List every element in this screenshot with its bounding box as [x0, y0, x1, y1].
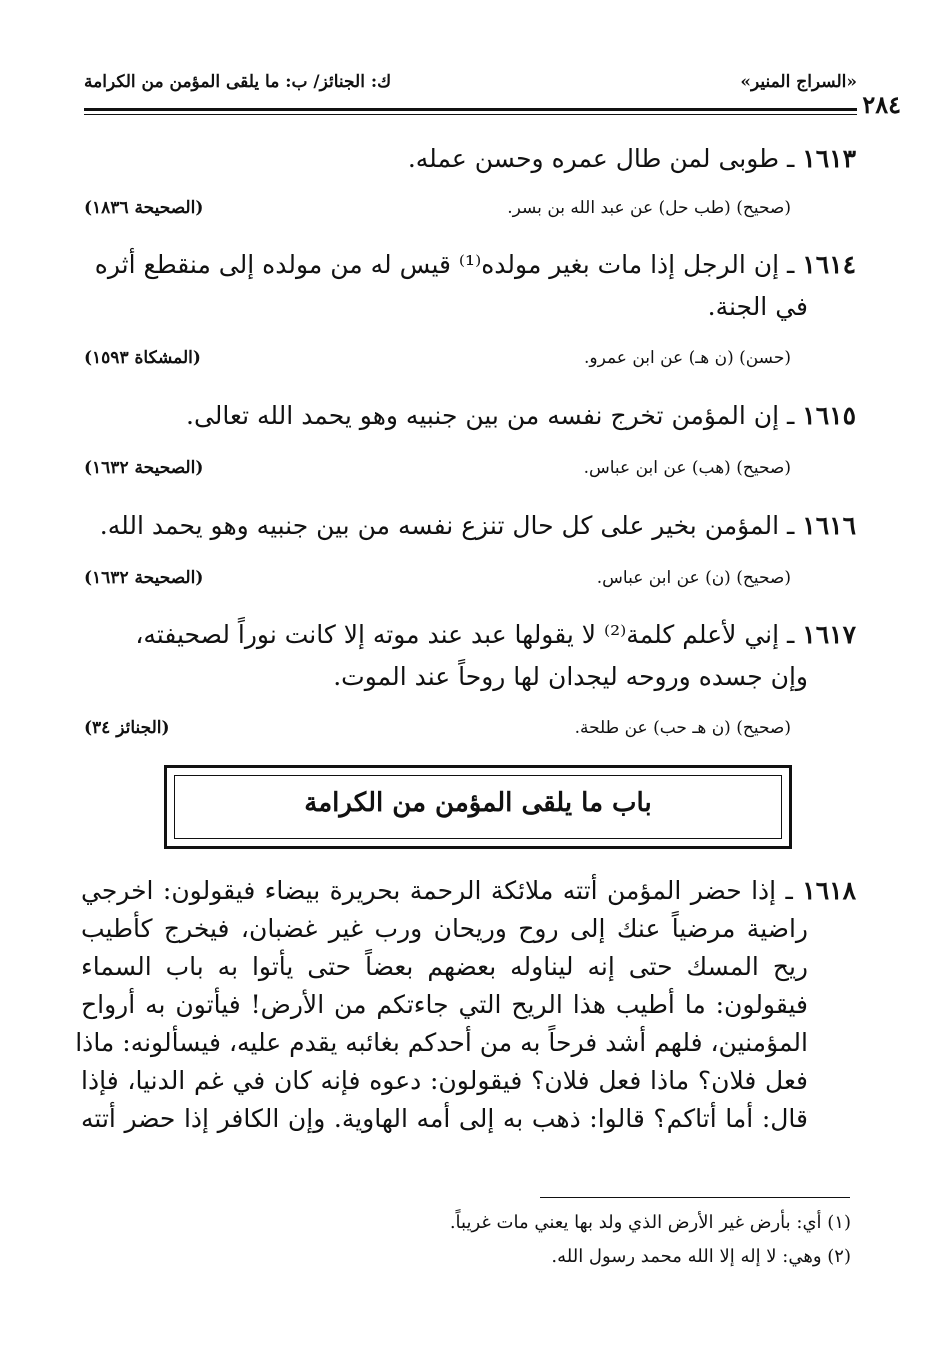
hadith-1618: [75, 872, 856, 1138]
hadith-line: المؤمنين، فلهم أشد فرحاً به من أحدكم بغائبه يقدم عليه، فيسألونه: ماذا: [75, 1028, 808, 1057]
hadith-1613: [81, 138, 856, 180]
hadith-line: فعل فلان؟ ماذا فعل فلان؟ فيقولون: دعوه فإنه كان في غم الدنيا، فإذا: [81, 1066, 808, 1095]
hadith-line: قال: أما أتاكم؟ قالوا: ذهب به إلى أمه الهاوية. وإن الكافر إذا حضر أتته: [81, 1104, 808, 1133]
hadith-reference: (الجنائز ٣٤): [84, 718, 170, 738]
hadith-grade: (حسن) (ن هـ) عن ابن عمرو.: [583, 348, 791, 368]
hadith-1616: [81, 505, 856, 547]
hadith-text: ـ طوبى لمن طال عمره وحسن عمله.: [407, 144, 795, 173]
hadith-line: فيقولون: ما أطيب هذا الريح التي جاءتكم من الأرض! فيأتون به أرواح: [81, 990, 808, 1019]
hadith-1614: [81, 244, 856, 328]
hadith-text: ـ إن الرجل إذا مات بغير مولده⁽¹⁾ قيس له من مولده إلى منقطع أثره: [94, 250, 795, 279]
hadith-reference: (الصحيحة ١٦٣٢): [84, 568, 204, 588]
hadith-line: ريح المسك حتى إنه ليناوله بعضهم بعضاً حتى يأتوا به باب السماء: [81, 952, 808, 981]
hadith-grade: (صحيح) (هب) عن ابن عباس.: [583, 458, 791, 478]
hadith-text: ـ إني لأعلم كلمة⁽²⁾ لا يقولها عبد عند موته إلا كانت نوراً لصحيفته،: [135, 620, 795, 649]
page-number: ٢٨٤: [862, 90, 901, 119]
hadith-text: ـ المؤمن بخير على كل حال تنزع نفسه من بين جنبيه وهو يحمد الله.: [99, 511, 795, 540]
hadith-reference: (المشكاة ١٥٩٣): [84, 348, 201, 368]
hadith-line: [81, 872, 856, 910]
hadith-number: ١٦١٤: [802, 250, 856, 279]
hadith-grade: (صحيح) (طب حل) عن عبد الله بن بسر.: [507, 198, 791, 218]
hadith-number: ١٦١٦: [802, 511, 856, 540]
hadith-text: ـ إذا حضر المؤمن أتته ملائكة الرحمة بحريرة بيضاء فيقولون: اخرجي: [81, 876, 793, 905]
hadith-line: راضية مرضياً عنك إلى روح وريحان ورب غير غضبان، فيخرج كأطيب: [81, 914, 808, 943]
hadith-number: ١٦١٥: [802, 401, 856, 430]
header-rule-thin: [84, 114, 857, 115]
hadith-reference: (الصحيحة ١٦٣٢): [84, 458, 204, 478]
hadith-number: ١٦١٣: [802, 144, 856, 173]
hadith-reference: (الصحيحة ١٨٣٦): [84, 198, 204, 218]
hadith-grade: (صحيح) (ن هـ حب) عن طلحة.: [574, 718, 791, 738]
chapter-heading-box: [164, 765, 792, 849]
book-title: «السراج المنير»: [740, 72, 857, 92]
footnote-1: (١) أي: بأرض غير الأرض الذي ولد بها يعني مات غريباً.: [449, 1212, 851, 1233]
hadith-text-continued: في الجنة.: [707, 292, 808, 321]
running-header: [84, 68, 857, 100]
section-title: ك: الجنائز/ ب: ما يلقى المؤمن من الكرامة: [84, 72, 392, 92]
header-rule-thick: [84, 108, 857, 111]
hadith-grade: (صحيح) (ن) عن ابن عباس.: [596, 568, 791, 588]
hadith-1615: [81, 395, 856, 437]
hadith-1617: [81, 614, 856, 698]
hadith-text-continued: وإن جسده وروحه ليجدان لها روحاً عند الموت.: [333, 662, 808, 691]
hadith-number: ١٦١٨: [802, 876, 856, 905]
footnote-rule: [540, 1197, 850, 1198]
chapter-title: باب ما يلقى المؤمن من الكرامة: [304, 788, 652, 818]
footnote-2: (٢) وهي: لا إله إلا الله محمد رسول الله.: [551, 1246, 851, 1267]
hadith-text: ـ إن المؤمن تخرج نفسه من بين جنبيه وهو يحمد الله تعالى.: [186, 401, 795, 430]
hadith-number: ١٦١٧: [802, 620, 856, 649]
